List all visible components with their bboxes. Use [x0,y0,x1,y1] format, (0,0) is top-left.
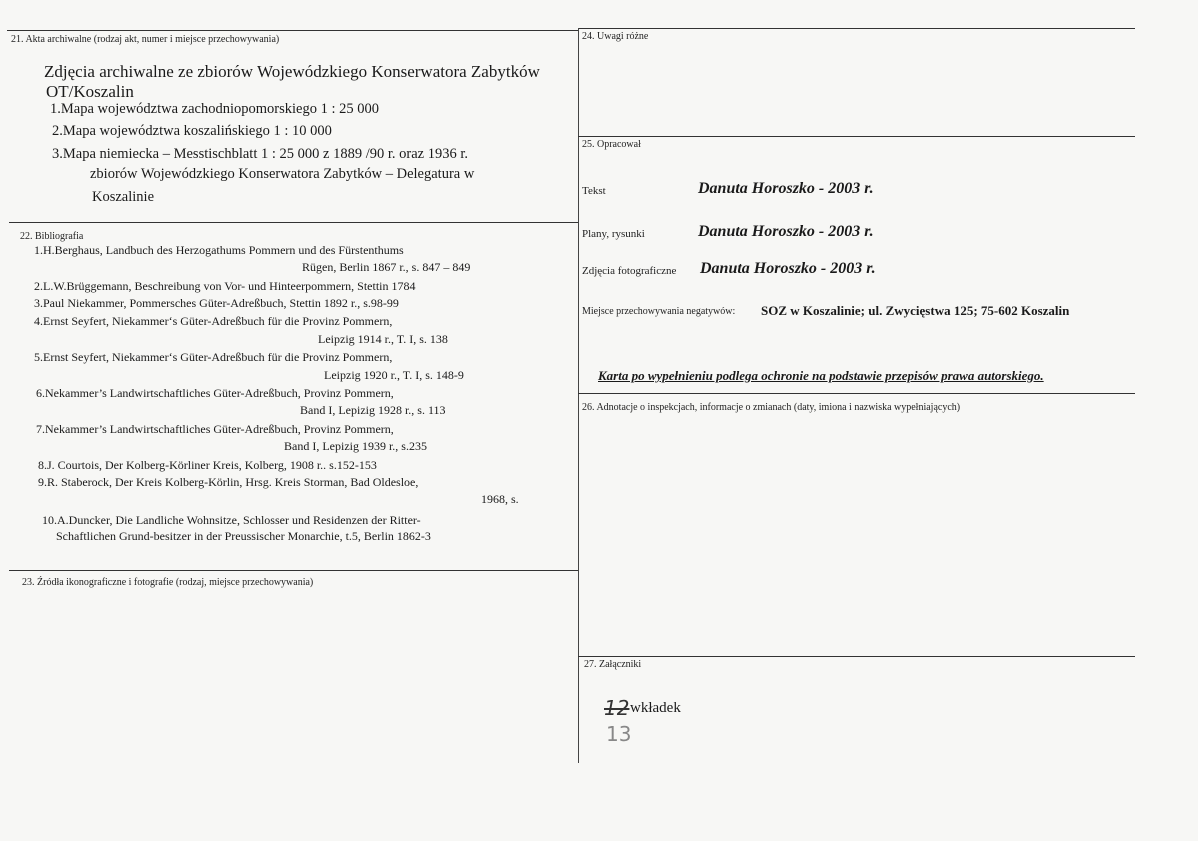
s22-line-2: Rügen, Berlin 1867 r., s. 847 – 849 [302,260,471,274]
handwritten-new-count: 13 [606,722,632,746]
copyright-notice: Karta po wypełnieniu podlega ochronie na podstawie przepisów prawa autorskiego. [598,368,1044,383]
s22-line-10: Band I, Lepizig 1928 r., s. 113 [300,403,446,417]
s21-line-5: 3.Mapa niemiecka – Messtischblatt 1 : 25 000 z 1889 /90 r. oraz 1936 r. [52,146,468,162]
tekst-author: Danuta Horoszko - 2003 r. [698,180,874,197]
s22-line-13: 8.J. Courtois, Der Kolberg-Körliner Kreis, Kolberg, 1908 r.. s.152-153 [38,458,377,472]
section-24-label: 24. Uwagi różne [582,31,649,42]
s22-line-1: 1.H.Berghaus, Landbuch des Herzogathums Pommern und des Fürstenthums [34,243,404,257]
rule-26 [578,393,1135,394]
s22-line-6: Leipzig 1914 r., T. I, s. 138 [318,332,448,346]
s21-line-4: 2.Mapa województwa koszalińskiego 1 : 10 000 [52,123,332,139]
handwritten-crossed-count: 12 [604,696,630,720]
s21-line-7: Koszalinie [92,189,155,205]
s22-line-12: Band I, Lepizig 1939 r., s.235 [284,439,427,453]
rule-22 [9,222,578,223]
s21-line-2: OT/Koszalin [46,82,134,101]
s22-line-15: 1968, s. [481,492,519,506]
zdjecia-author: Danuta Horoszko - 2003 r. [700,260,876,277]
tekst-label: Tekst [582,185,606,197]
s22-line-5: 4.Ernst Seyfert, Niekammer‘s Güter-Adreßbuch für die Provinz Pommern, [34,314,393,328]
s22-line-3: 2.L.W.Brüggemann, Beschreibung von Vor- und Hinteerpommern, Stettin 1784 [34,279,416,293]
section-27-label: 27. Załączniki [584,659,642,670]
s21-line-3: 1.Mapa województwa zachodniopomorskiego 1 : 25 000 [50,101,379,117]
plany-label: Plany, rysunki [582,228,645,240]
s22-line-11: 7.Nekammer’s Landwirtschaftliches Güter-Adreßbuch, Provinz Pommern, [36,422,394,436]
section-26-label: 26. Adnotacje o inspekcjach, informacje o zmianach (daty, imiona i nazwiska wypełniających) [582,402,961,413]
section-22-label: 22. Bibliografia [20,231,84,242]
section-23-label: 23. Źródła ikonograficzne i fotografie (rodzaj, miejsce przechowywania) [22,577,314,588]
s22-line-17: Schaftlichen Grund-besitzer in der Preussischer Monarchie, t.5, Berlin 1862-3 [56,529,431,543]
attachment-text: wkładek [630,700,681,716]
plany-author: Danuta Horoszko - 2003 r. [698,223,874,240]
zdjecia-label: Zdjęcia fotograficzne [582,265,677,277]
s22-line-9: 6.Nekammer’s Landwirtschaftliches Güter-Adreßbuch, Provinz Pommern, [36,386,394,400]
negatyw-location: SOZ w Koszalinie; ul. Zwycięstwa 125; 75-602 Koszalin [761,303,1070,318]
rule-27 [578,656,1135,657]
s22-line-4: 3.Paul Niekammer, Pommersches Güter-Adreßbuch, Stettin 1892 r., s.98-99 [34,296,399,310]
s21-line-1: Zdjęcia archiwalne ze zbiorów Wojewódzkiego Konserwatora Zabytków [44,62,540,81]
s22-line-7: 5.Ernst Seyfert, Niekammer‘s Güter-Adreßbuch für die Provinz Pommern, [34,350,393,364]
rule-25 [578,136,1135,137]
rule-23 [9,570,578,571]
negatyw-label: Miejsce przechowywania negatywów: [582,306,736,317]
center-divider [578,28,579,763]
top-rule-right [578,28,1135,29]
s21-line-6: zbiorów Wojewódzkiego Konserwatora Zabytków – Delegatura w [90,166,475,182]
section-21-label: 21. Akta archiwalne (rodzaj akt, numer i miejsce przechowywania) [11,34,280,45]
s22-line-16: 10.A.Duncker, Die Landliche Wohnsitze, Schlosser und Residenzen der Ritter- [42,513,421,527]
top-rule-left [7,30,578,31]
section-25-label: 25. Opracował [582,139,641,150]
s22-line-14: 9.R. Staberock, Der Kreis Kolberg-Körlin, Hrsg. Kreis Storman, Bad Oldesloe, [38,475,419,489]
s22-line-8: Leipzig 1920 r., T. I, s. 148-9 [324,368,464,382]
